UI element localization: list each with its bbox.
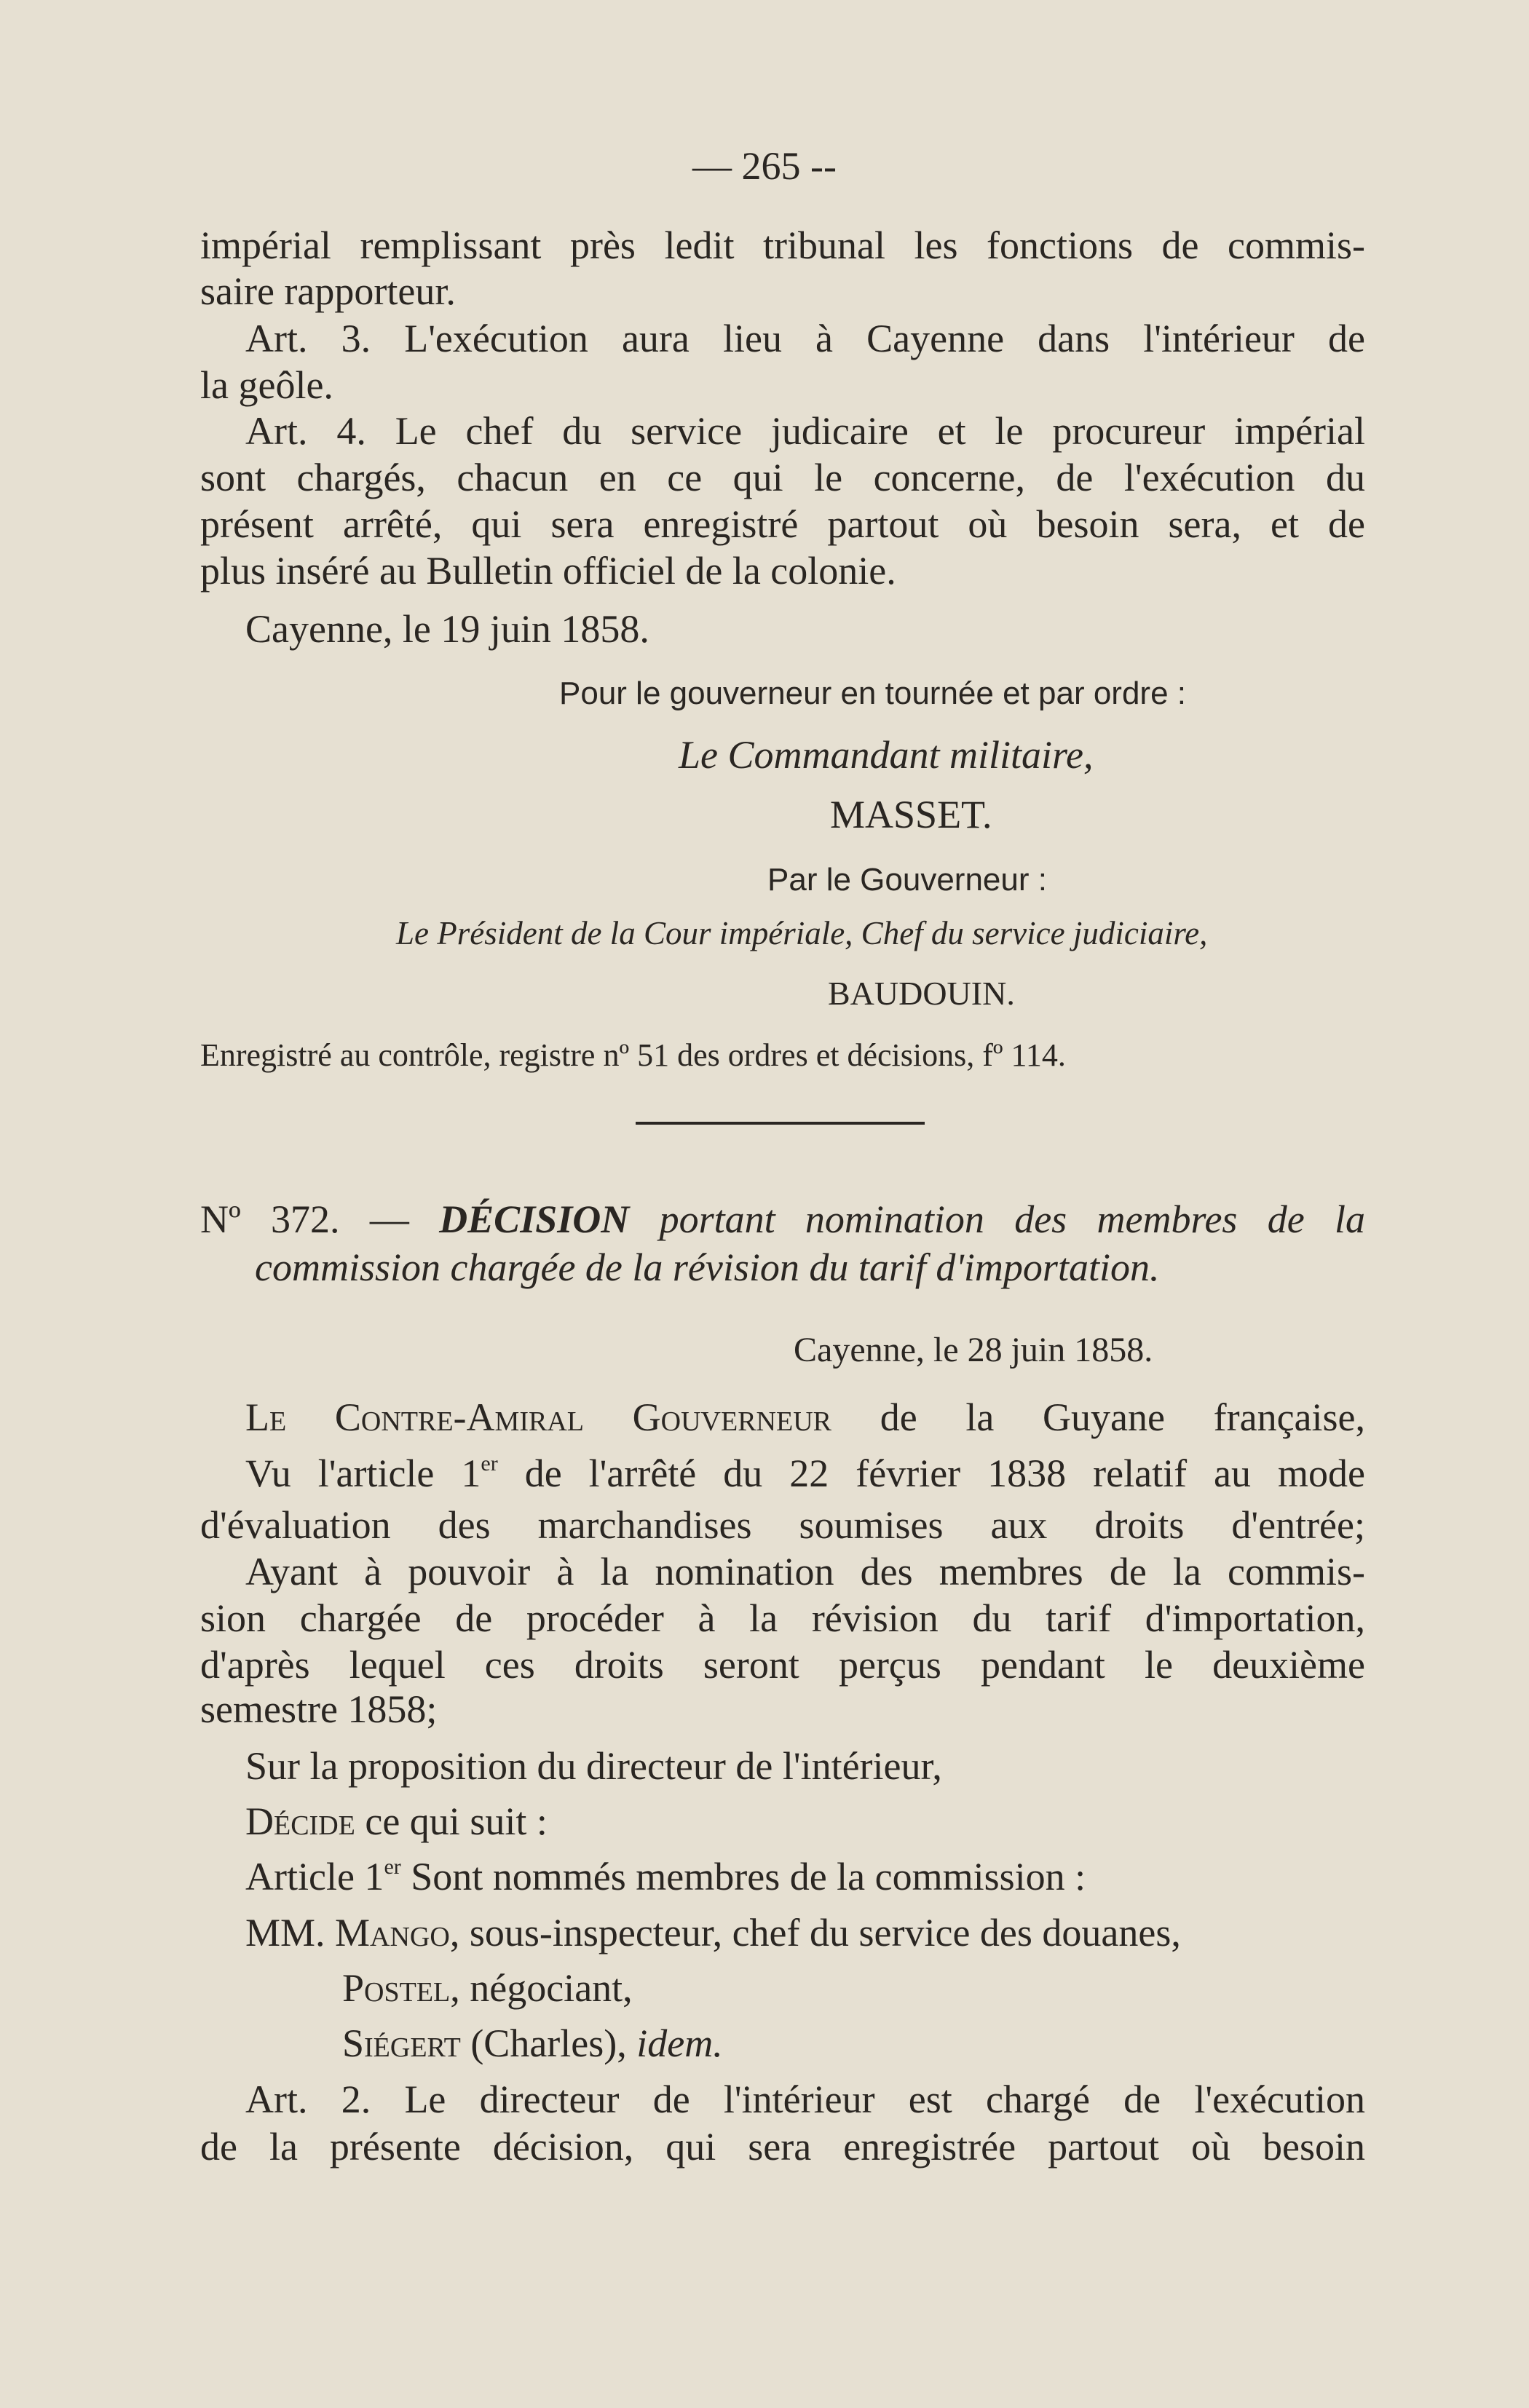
text-line: Art. 4. Le chef du service judicaire et le procureur impérial — [245, 409, 1365, 453]
decision-date: Cayenne, le 28 juin 1858. — [794, 1331, 1153, 1369]
text-line: saire rapporteur. — [200, 269, 456, 313]
signatory-title: Le Commandant militaire, — [679, 733, 1094, 777]
signature-par: Par le Gouverneur : — [767, 862, 1047, 898]
decision-heading: Nº 372. — DÉCISION portant nomination des membres de la — [200, 1197, 1366, 1241]
member-line: Siégert (Charles), idem. — [342, 2021, 723, 2065]
signatory-name: BAUDOUIN. — [828, 975, 1015, 1012]
text-line: sion chargée de procéder à la révision du tarif d'importation, — [200, 1596, 1365, 1640]
text-line: présent arrêté, qui sera enregistré partout où besoin sera, et de — [200, 502, 1365, 546]
text-line: impérial remplissant près ledit tribunal les fonctions de commis- — [200, 223, 1365, 267]
section-divider — [636, 1122, 925, 1125]
text-line: Vu l'article 1er de l'arrêté du 22 février 1838 relatif au mode — [245, 1451, 1365, 1495]
member-line: MM. Mango, sous-inspecteur, chef du service des douanes, — [245, 1911, 1181, 1954]
decision-heading-line2: commission chargée de la révision du tarif d'importation. — [255, 1245, 1160, 1289]
member-line: Postel, négociant, — [342, 1966, 633, 2010]
text-line: Le Contre-Amiral Gouverneur de la Guyane française, — [245, 1395, 1365, 1439]
text-line: Ayant à pouvoir à la nomination des membres de la commis- — [245, 1550, 1365, 1593]
text-line: semestre 1858; — [200, 1687, 438, 1731]
text-line: Art. 2. Le directeur de l'intérieur est chargé de l'exécution — [245, 2078, 1365, 2121]
page-number: — 265 -- — [692, 144, 837, 188]
text-line: la geôle. — [200, 363, 333, 407]
text-line: d'après lequel ces droits seront perçus pendant le deuxième — [200, 1643, 1365, 1687]
signatory-name: MASSET. — [830, 793, 992, 836]
text-line: Art. 3. L'exécution aura lieu à Cayenne dans l'intérieur de — [245, 317, 1365, 360]
text-line: sont chargés, chacun en ce qui le concerne, de l'exécution du — [200, 456, 1365, 499]
text-line: Décide ce qui suit : — [245, 1799, 548, 1843]
text-line: d'évaluation des marchandises soumises aux droits d'entrée; — [200, 1503, 1365, 1547]
text-line: plus inséré au Bulletin officiel de la colonie. — [200, 549, 896, 593]
text-line: de la présente décision, qui sera enregistrée partout où besoin — [200, 2125, 1365, 2169]
text-line: Sur la proposition du directeur de l'intérieur, — [245, 1744, 942, 1788]
registry-note: Enregistré au contrôle, registre nº 51 des ordres et décisions, fº 114. — [200, 1037, 1066, 1073]
signatory-title: Le Président de la Cour impériale, Chef du service judiciaire, — [396, 915, 1208, 951]
signature-pour: Pour le gouverneur en tournée et par ordre : — [559, 676, 1186, 711]
signing-date: Cayenne, le 19 juin 1858. — [245, 607, 649, 651]
text-line: Article 1er Sont nommés membres de la commission : — [245, 1855, 1086, 1898]
